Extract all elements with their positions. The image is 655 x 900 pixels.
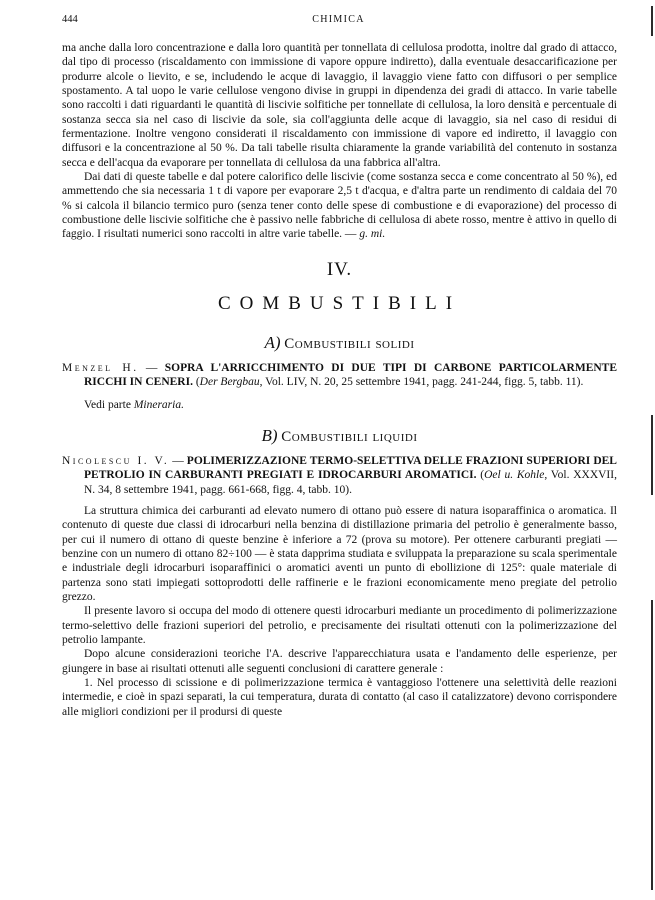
entry-menzel-citation: Menzel H. — SOPRA L'ARRICCHIMENTO DI DUE TIPI DI CARBONE PARTICOLARMENTE RICCHI IN CENERI. (Der Bergbau, Vol. LIV, N. 20, 25 settembre 1941, pagg. 241-244, figg. 5, tabb. 11). — [62, 361, 618, 389]
cross-reference — [62, 398, 617, 412]
intro-paragraph-1: ma anche dalla loro concentrazione e dalla loro quantità per tonnellata di cellulosa prodotta, inoltre dal grado di attacco, dal tipo di processo (riscaldamento con immissione di vapore oppure indiretto), dalla eventuale desaccarificazione per produrre alcole o lievito, e se, includendo le acque di lavaggio, il lavaggio viene fatto con diffusori o per semplice spostamento. A tal uopo le varie cellulose vengono divise in gruppi in dipendenza dei gradi di attacco. In varie tabelle sono raccolti i dati riguardanti le quantità di liscivie solfitiche per tonnellate di cellulosa, la loro densità e percentuale di sostanza secca sia nel caso di liscivie da sole, sia coll'aggiunta delle acque di lavaggio, sia nel caso di residui di fermentazione. Inoltre vengono considerati il riscaldamento con immissione di vapore ed indiretto, il lavaggio con diffusori e la concentrazione al 50 %. Da tali tabelle risulta chiaramente la grande variabilità del contenuto in sostanza secca e dell'acqua da evaporare per tonnellata di cellulosa da una fabbrica all'altra. — [62, 42, 617, 169]
entry-title: POLIMERIZZAZIONE TERMO-SELETTIVA DELLE FRAZIONI SUPERIORI DEL PETROLIO IN CARBURANTI PREGIATI E IDROCARBURI AROMATICI. — [84, 454, 617, 482]
subsection-b-letter: B) — [261, 425, 278, 445]
subsection-b-title: Combustibili liquidi — [281, 428, 418, 445]
entry-citation-details: , Vol. XXXVII, N. 34, 8 settembre 1941, pagg. 661-668, figg. 4, tabb. 10). — [84, 469, 617, 496]
entry-dash: — — [169, 454, 187, 467]
abstract-paragraph-4: 1. Nel processo di scissione e di polimerizzazione termica è vantaggioso l'ottenere una selettività delle reazioni intermedie, e cioè in spazi separati, la cui temperatura, durata di contatto (al caso il catalizzatore) devono corrispondere alle migliori condizioni per il prodursi di queste — [62, 677, 617, 718]
running-title: CHIMICA — [312, 14, 365, 25]
page-edge-middle — [651, 415, 653, 495]
entry-dash: — — [138, 361, 165, 374]
abstract-signature: g. mi. — [359, 228, 386, 241]
entry-journal: Oel u. Kohle — [484, 469, 545, 482]
page-number: 444 — [62, 14, 78, 25]
entry-journal: Der Bergbau — [199, 376, 260, 389]
abstract-paragraph-2: Il presente lavoro si occupa del modo di ottenere questi idrocarburi mediante un procedimento di polimerizzazione termo-selettivo delle frazioni superiori del petrolio, e precisamente dei risultati ottenuti con la polimerizzazione del petrolio lampante. — [62, 605, 617, 646]
subsection-a-title: Combustibili solidi — [284, 335, 415, 352]
bibliographic-entry-menzel — [62, 361, 617, 412]
bibliographic-entry-nicolescu — [62, 454, 617, 497]
cross-reference-target: Mineraria. — [133, 398, 184, 411]
subsection-a-heading — [62, 333, 617, 354]
abstract-paragraph-3: Dopo alcune considerazioni teoriche l'A. descrive l'apparecchiatura usata e l'andamento delle esperienze, per giungere in base ai risultati ottenuti alle seguenti conclusioni di carattere generale : — [62, 648, 617, 675]
cross-reference-prefix: Vedi parte — [84, 398, 131, 411]
abstract-paragraph-1: La struttura chimica dei carburanti ad elevato numero di ottano può essere di natura isoparaffinica o aromatica. Il contenuto di queste due classi di idrocarburi nella benzina di distillazione primaria del petrolio è generalmente basso, per cui il numero di ottano di queste benzine è inferiore a 72 (prova su motore). Per ottenere carburanti pregiati — benzine con un numero di ottano 82÷100 — è stata dapprima studiata e sviluppata la preparazione su scala sperimentale e industriale degli idrocarburi isoparaffinici o aromatici aventi un punto di ebollizione di 125°: quale materiale di partenza sono stati impiegati sottoprodotti delle raffinerie e le frazioni economicamente meno pregiate del petrolio grezzo. — [62, 504, 617, 603]
subsection-b-heading — [62, 426, 617, 447]
section-number: IV. — [326, 258, 353, 280]
entry-nicolescu-citation: Nicolescu I. V. — POLIMERIZZAZIONE TERMO-SELETTIVA DELLE FRAZIONI SUPERIORI DEL PETROLIO IN CARBURANTI PREGIATI E IDROCARBURI AROMATICI. (Oel u. Kohle, Vol. XXXVII, N. 34, 8 settembre 1941, pagg. 661-668, figg. 4, tabb. 10). — [62, 454, 617, 496]
section-title: COMBUSTIBILI — [217, 292, 462, 314]
entry-citation-details: , Vol. LIV, N. 20, 25 settembre 1941, pagg. 241-244, figg. 5, tabb. 11). — [259, 376, 584, 389]
subsection-a-letter: A) — [264, 332, 281, 352]
entry-title: SOPRA L'ARRICCHIMENTO DI DUE TIPI DI CARBONE PARTICOLARMENTE RICCHI IN CENERI. — [84, 361, 618, 389]
intro-paragraph-2 — [62, 170, 617, 242]
page-body — [62, 41, 617, 719]
page-edge-top — [651, 6, 653, 36]
entry-author: Nicolescu I. V. — [62, 454, 170, 467]
intro-paragraph-2-text: Dai dati di queste tabelle e dal potere calorifico delle liscivie (come sostanza secca e come concentrato al 50 %), ed ammettendo che sia necessaria 1 t di vapore per evaporare 2,5 t d'acqua, e d'altra parte un rendimento di caldaia del 70 % si calcola il bilancio termico puro (senza tener conto delle spese di combustione e di evaporazione) del processo di combustione delle liscivie solfitiche che è passivo nelle fabbriche di cellulosa di abete rosso, mentre è attivo in quello di faggio. I risultati numerici sono raccolti in altre varie tabelle. — — [62, 171, 617, 241]
running-header — [62, 14, 615, 28]
page-edge-bottom — [651, 600, 653, 890]
entry-author: Menzel H. — [62, 361, 139, 374]
